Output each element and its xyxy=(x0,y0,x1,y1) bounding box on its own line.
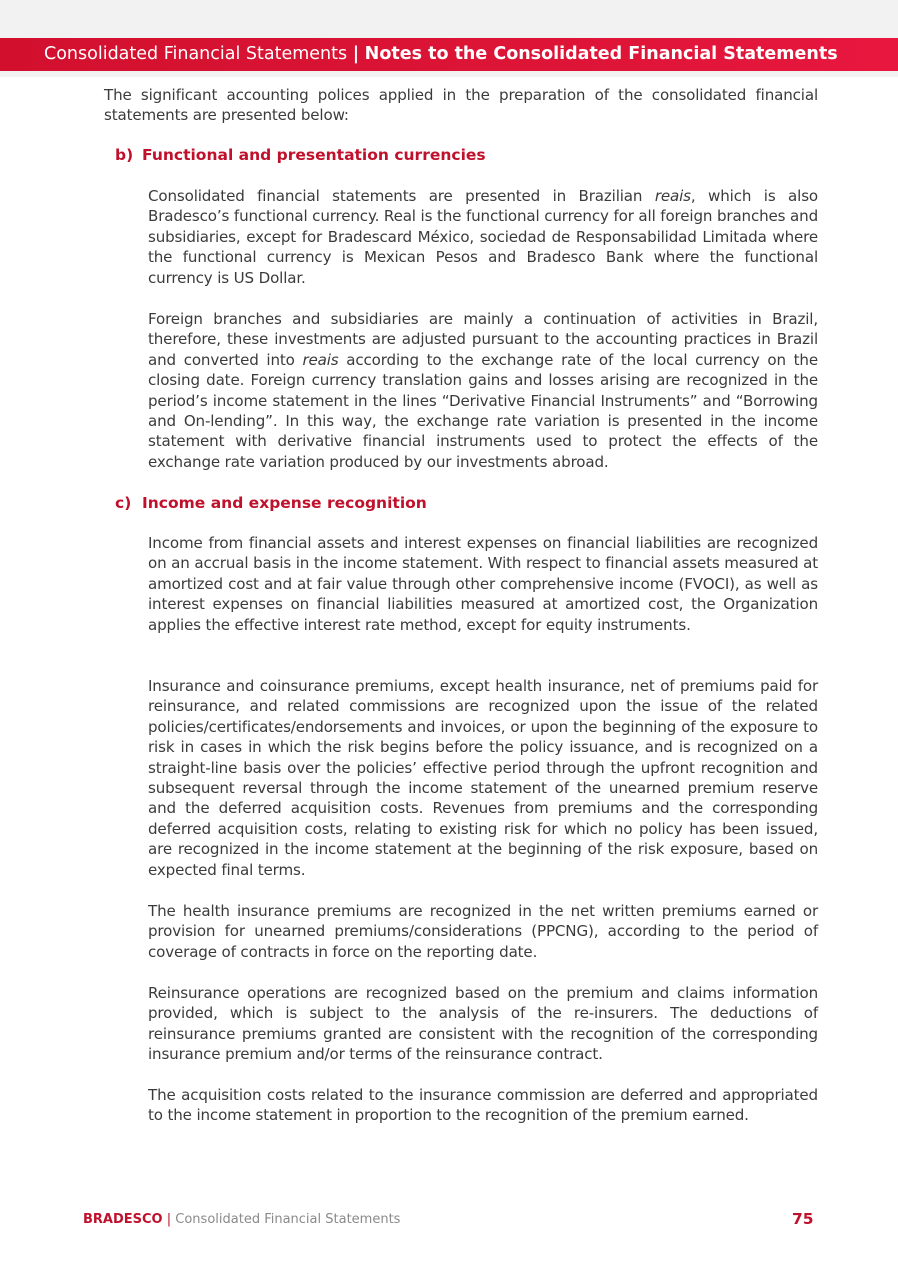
paragraph-c-5: The acquisition costs related to the insurance commission are deferred and appropriated to the income statement in proportion to the recognition of the premium earned. xyxy=(148,1086,818,1125)
paragraph-b-2: Foreign branches and subsidiaries are mainly a continuation of activities in Brazil, therefore, these investments are adjusted pursuant to the accounting practices in Brazil and converted into reais according to the exchange rate of the local currency on the closing date. Foreign currency translation gains and losses arising are recognized in the period’s income statement in the lines “Derivative Financial Instruments” and “Borrowing and On-lending”. In this way, the exchange rate variation is presented in the income statement with derivative financial instruments used to protect the effects of the exchange rate variation produced by our investments abroad. xyxy=(148,310,818,471)
italic-term: reais xyxy=(654,187,691,205)
page-number: 75 xyxy=(792,1210,814,1228)
paragraph-c-3: The health insurance premiums are recognized in the net written premiums earned or provision for unearned premiums/considerations (PPCNG), according to the period of coverage of contracts in force on the reporting date. xyxy=(148,902,818,961)
header-section-title: Consolidated Financial Statements xyxy=(44,44,348,64)
header-banner xyxy=(0,38,898,71)
footer xyxy=(83,1211,400,1229)
section-letter: b) xyxy=(115,146,134,164)
paragraph-b-1: Consolidated financial statements are presented in Brazilian reais, which is also Bradesco’s functional currency. Real is the functional currency for all foreign branches and subsidiaries, except for Bradescard México, sociedad de Responsabilidad Limitada where the functional currency is Mexican Pesos and Bradesco Bank where the functional currency is US Dollar. xyxy=(148,187,818,287)
section-letter: c) xyxy=(115,494,132,512)
paragraph-c-2: Insurance and coinsurance premiums, except health insurance, net of premiums paid for reinsurance, and related commissions are recognized upon the issue of the related policies/certificates/endorsements and invoices, or upon the beginning of the exposure to risk in cases in which the risk begins before the policy issuance, and is recognized on a straight-line basis over the policies’ effective period through the upfront recognition and subsequent reversal through the income statement of the unearned premium reserve and the deferred acquisition costs. Revenues from premiums and the corresponding deferred acquisition costs, relating to existing risk for which no policy has been issued, are recognized in the income statement at the beginning of the risk exposure, based on expected final terms. xyxy=(148,677,818,879)
header-subtitle: Notes to the Consolidated Financial Statements xyxy=(364,44,838,64)
footer-text: Consolidated Financial Statements xyxy=(175,1212,401,1227)
top-margin-band xyxy=(0,0,898,38)
footer-brand: BRADESCO xyxy=(83,1212,163,1227)
paragraph-c-4: Reinsurance operations are recognized based on the premium and claims information provided, which is subject to the analysis of the re-insurers. The deductions of reinsurance premiums granted are consistent with the recognition of the corresponding insurance premium and/or terms of the reinsurance contract. xyxy=(148,984,818,1064)
section-heading-c xyxy=(115,493,427,513)
header-separator: | xyxy=(352,44,360,64)
section-title: Income and expense recognition xyxy=(142,494,427,512)
section-title: Functional and presentation currencies xyxy=(142,146,486,164)
footer-separator: | xyxy=(166,1212,172,1227)
header-under-band xyxy=(0,71,898,77)
italic-term: reais xyxy=(302,350,339,369)
section-heading-b xyxy=(115,145,486,165)
paragraph-c-1: Income from financial assets and interest expenses on financial liabilities are recognized on an accrual basis in the income statement. With respect to financial assets measured at amortized cost and at fair value through other comprehensive income (FVOCI), as well as interest expenses on financial liabilities measured at amortized cost, the Organization applies the effective interest rate method, except for equity instruments. xyxy=(148,534,818,634)
intro-paragraph: The significant accounting polices applied in the preparation of the consolidated financial statements are presented below: xyxy=(104,86,818,125)
